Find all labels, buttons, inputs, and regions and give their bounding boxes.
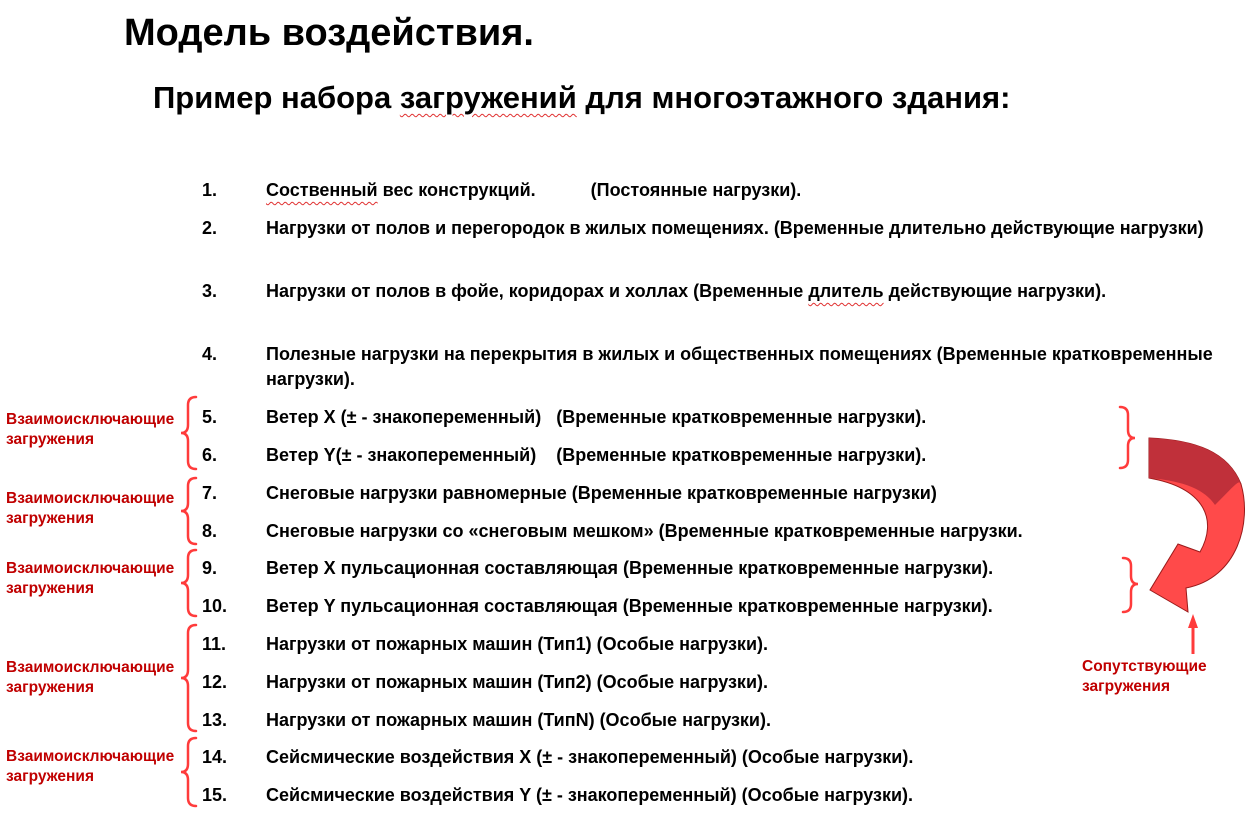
list-item-text-part: длитель [808,281,884,301]
side-label-line: Взаимоисключающие [6,411,175,428]
item-number: 9. [202,558,218,578]
list-item-text-part: Соственный [266,180,378,200]
list-item: Ветер Y пульсационная составляющая (Временные кратковременные нагрузки). [266,596,993,616]
subtitle-underlined-word: загружений [399,80,577,115]
item-number: 3. [202,281,218,301]
slide-title: Модель воздействия. [124,12,534,54]
left-brace-icon [181,478,196,544]
up-arrow-icon [1188,614,1198,654]
item-number: 5. [202,407,218,427]
item-number: 1. [202,180,218,200]
list-item: Сейсмические воздействия Y (± - знакопеременный) (Особые нагрузки). [266,785,914,805]
list-item: Ветер X пульсационная составляющая (Временные кратковременные нагрузки). [266,558,994,578]
list-item: Нагрузки от полов и перегородок в жилых помещениях. (Временные длительно действующие нагрузки) [266,218,1204,238]
item-number: 4. [202,344,218,364]
left-brace-icon [181,550,196,616]
item-number: 11. [202,634,227,654]
item-number: 2. [202,218,218,238]
list-item: Нагрузки от пожарных машин (Тип2) (Особые нагрузки). [266,672,769,692]
right-brace-icon [1123,558,1138,612]
right-brace-icon [1120,407,1135,468]
item-number: 8. [202,521,218,541]
side-label-line: Взаимоисключающие [6,748,175,765]
item-number: 6. [202,445,218,465]
subtitle-part-2: для многоэтажного здания: [576,80,1011,115]
side-label-line: Взаимоисключающие [6,659,175,676]
left-brace-icon [181,625,196,731]
list-item: Нагрузки от пожарных машин (ТипN) (Особые нагрузки). [266,710,771,730]
list-item: Сейсмические воздействия X (± - знакопеременный) (Особые нагрузки). [266,747,914,767]
list-item-text-part: Нагрузки от полов в фойе, коридорах и холлах (Временные [266,281,809,301]
item-number: 15. [202,785,228,805]
subtitle-part-1: Пример набора [153,80,400,115]
list-item: Полезные нагрузки на перекрытия в жилых и общественных помещениях (Временные кратковременные нагрузки). [266,344,1213,389]
list-item: Снеговые нагрузки равномерные (Временные кратковременные нагрузки) [266,483,937,503]
item-number: 10. [202,596,228,616]
accompanying-label-line: загружения [1082,678,1170,695]
side-label-line: загружения [6,580,94,597]
side-label-line: Взаимоисключающие [6,560,175,577]
accompanying-label-line: Сопутствующие [1082,658,1207,675]
item-number: 14. [202,747,228,767]
side-label-line: загружения [6,431,94,448]
item-number: 12. [202,672,228,692]
side-label-line: загружения [6,679,94,696]
left-brace-icon [181,738,196,806]
side-label-line: Взаимоисключающие [6,490,175,507]
list-item: Ветер X (± - знакопеременный) (Временные кратковременные нагрузки). [266,407,927,427]
side-label-line: загружения [6,510,94,527]
list-item: Нагрузки от пожарных машин (Тип1) (Особые нагрузки). [266,634,769,654]
item-number: 7. [202,483,218,503]
left-brace-icon [181,397,196,469]
list-item: Ветер Y(± - знакопеременный) (Временные кратковременные нагрузки). [266,445,927,465]
list-item-text-part: действующие нагрузки). [883,281,1107,301]
list-item-text-part: вес конструкций. (Постоянные нагрузки). [377,180,802,200]
side-label-line: загружения [6,768,94,785]
item-number: 13. [202,710,228,730]
list-item: Снеговые нагрузки со «снеговым мешком» (Временные кратковременные нагрузки. [266,521,1023,541]
